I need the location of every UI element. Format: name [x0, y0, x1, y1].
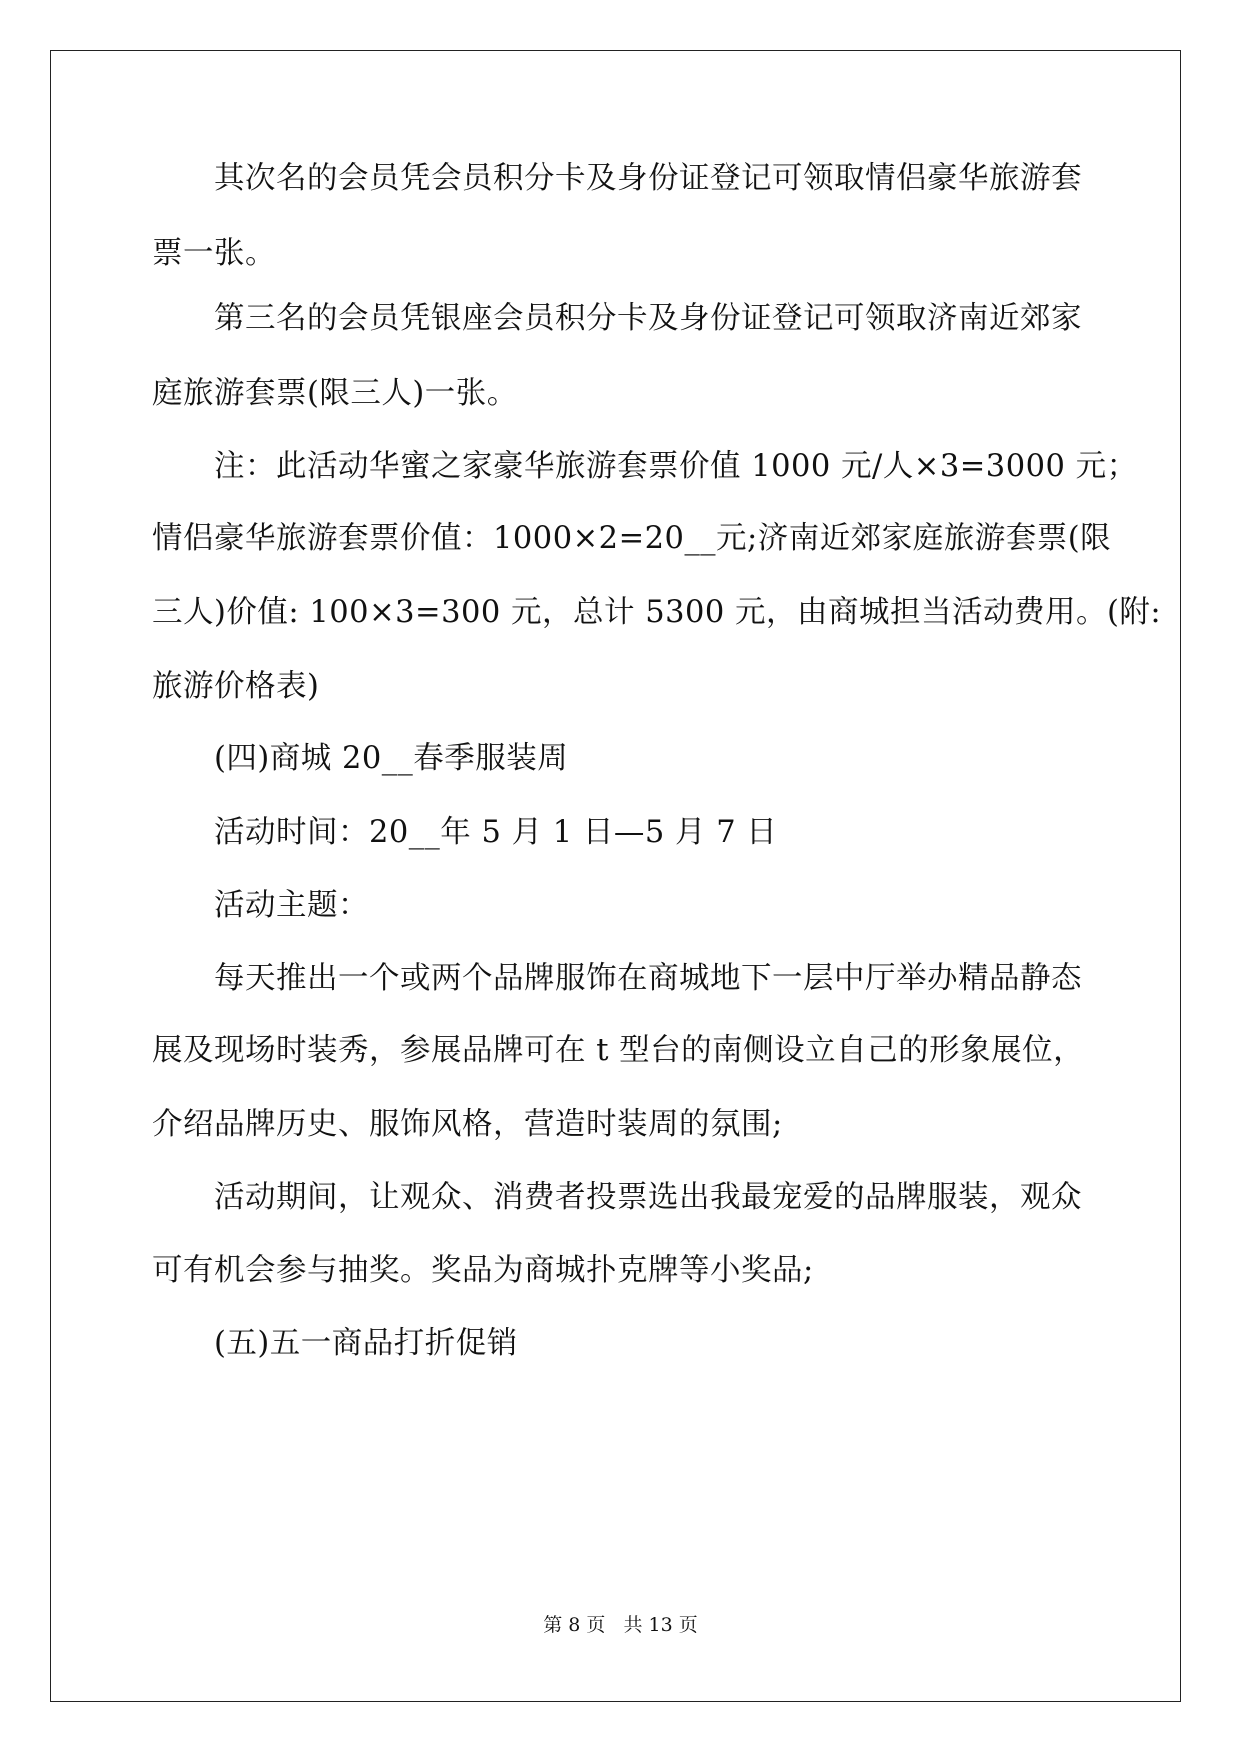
paragraph-line: 情侣豪华旅游套票价值：1000×2=20__元;济南近郊家庭旅游套票(限 [152, 521, 1112, 556]
paragraph-line: 三人)价值: 100×3=300 元，总计 5300 元，由商城担当活动费用。(附: [152, 595, 1162, 630]
paragraph-line: 第三名的会员凭银座会员积分卡及身份证登记可领取济南近郊家 [214, 301, 1082, 336]
page-footer [0, 1610, 1241, 1637]
page-total: 共 13 页 [623, 1614, 698, 1636]
paragraph-line: 活动期间，让观众、消费者投票选出我最宠爱的品牌服装，观众 [214, 1180, 1082, 1215]
paragraph-line: 庭旅游套票(限三人)一张。 [152, 376, 518, 411]
section-heading: (五)五一商品打折促销 [214, 1326, 518, 1361]
paragraph-line: 每天推出一个或两个品牌服饰在商城地下一层中厅举办精品静态 [214, 961, 1082, 996]
page-number: 第 8 页 [543, 1614, 606, 1636]
paragraph-line: 票一张。 [152, 236, 276, 271]
paragraph-line: 活动时间：20__年 5 月 1 日—5 月 7 日 [214, 815, 778, 850]
paragraph-line: 旅游价格表) [152, 669, 320, 704]
paragraph-line: 展及现场时装秀，参展品牌可在 t 型台的南侧设立自己的形象展位， [152, 1033, 1085, 1068]
paragraph-line: 活动主题： [214, 888, 369, 923]
paragraph-line: 可有机会参与抽奖。奖品为商城扑克牌等小奖品; [152, 1253, 814, 1288]
paragraph-line: 其次名的会员凭会员积分卡及身份证登记可领取情侣豪华旅游套 [214, 161, 1082, 196]
paragraph-line: 注：此活动华蜜之家豪华旅游套票价值 1000 元/人×3=3000 元； [214, 449, 1138, 484]
page-border [50, 50, 1181, 1702]
paragraph-line: 介绍品牌历史、服饰风格，营造时装周的氛围; [152, 1107, 783, 1142]
section-heading: (四)商城 20__春季服装周 [214, 741, 569, 776]
